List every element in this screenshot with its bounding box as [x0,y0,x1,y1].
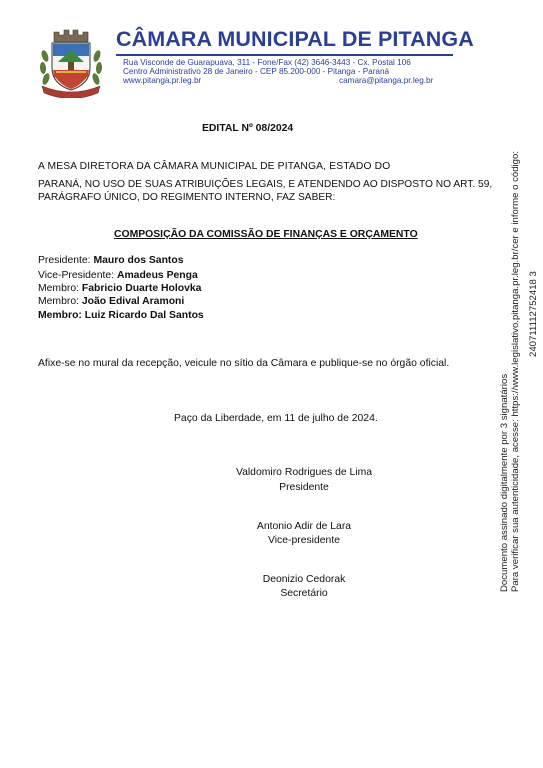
committee-member-vice-president [38,270,198,281]
signatory-name: Antonio Adir de Lara [256,521,352,532]
verification-code: 240711112752418 3 [528,271,539,357]
member-name: João Edival Aramoni [81,296,185,307]
document-title: EDITAL Nº 08/2024 [202,123,294,134]
website-link[interactable]: www.pitanga.pr.leg.br [123,76,202,85]
org-title: CÂMARA MUNICIPAL DE PITANGA [116,27,474,51]
email-link[interactable]: camara@pitanga.pr.leg.br [339,76,434,85]
committee-member-president [38,255,184,266]
address-line: Rua Visconde de Guarapuava, 311 - Fone/Fax (42) 3646-3443 - Cx. Postal 106 [123,58,411,67]
intro-paragraph-line: PARÁGRAFO ÚNICO, DO REGIMENTO INTERNO, FAZ SABER: [38,192,336,203]
closing-statement: Afixe-se no mural da recepção, veicule no sítio da Câmara e publique-se no órgão oficial. [38,358,450,369]
signatory-name: Deonizio Cedorak [262,574,346,585]
member-name: Fabricio Duarte Holovka [81,283,202,294]
section-heading: COMPOSIÇÃO DA COMISSÃO DE FINANÇAS E ORÇAMENTO [114,229,418,240]
header-divider [116,54,453,56]
member-name: Luiz Ricardo Dal Santos [84,310,204,321]
signatory-role: Vice-presidente [267,535,340,546]
member-role: Membro: [38,310,85,321]
address-line: Centro Administrativo 28 de Janeiro - CEP 85.200-000 - Pitanga - Paraná [123,67,390,76]
committee-member [38,283,201,294]
intro-paragraph-line: A MESA DIRETORA DA CÂMARA MUNICIPAL DE PITANGA, ESTADO DO [38,161,391,172]
signatory-role: Presidente [279,482,329,493]
place-and-date: Paço da Liberdade, em 11 de julho de 2024. [174,413,378,424]
intro-paragraph-line: PARANÁ, NO USO DE SUAS ATRIBUIÇÕES LEGAIS, E ATENDENDO AO DISPOSTO NO ART. 59, [38,179,493,190]
member-role: Vice-Presidente: [38,270,117,281]
member-role: Membro: [38,283,82,294]
signatory-name: Valdomiro Rodrigues de Lima [235,467,373,478]
verification-url-note: Para verificar sua autenticidade, acesse: https://www.legislativo.pitanga.pr.leg.br/cer e informe o código: [510,150,521,592]
digital-signature-note: Documento assinado digitalmente por 3 signatários [499,373,510,592]
committee-member [38,310,204,321]
member-role: Membro: [38,296,82,307]
municipal-coat-of-arms-icon [36,26,106,98]
member-role: Presidente: [38,255,94,266]
signatory-role: Secretário [280,588,328,599]
committee-member [38,296,184,307]
member-name: Amadeus Penga [116,270,198,281]
member-name: Mauro dos Santos [93,255,184,266]
